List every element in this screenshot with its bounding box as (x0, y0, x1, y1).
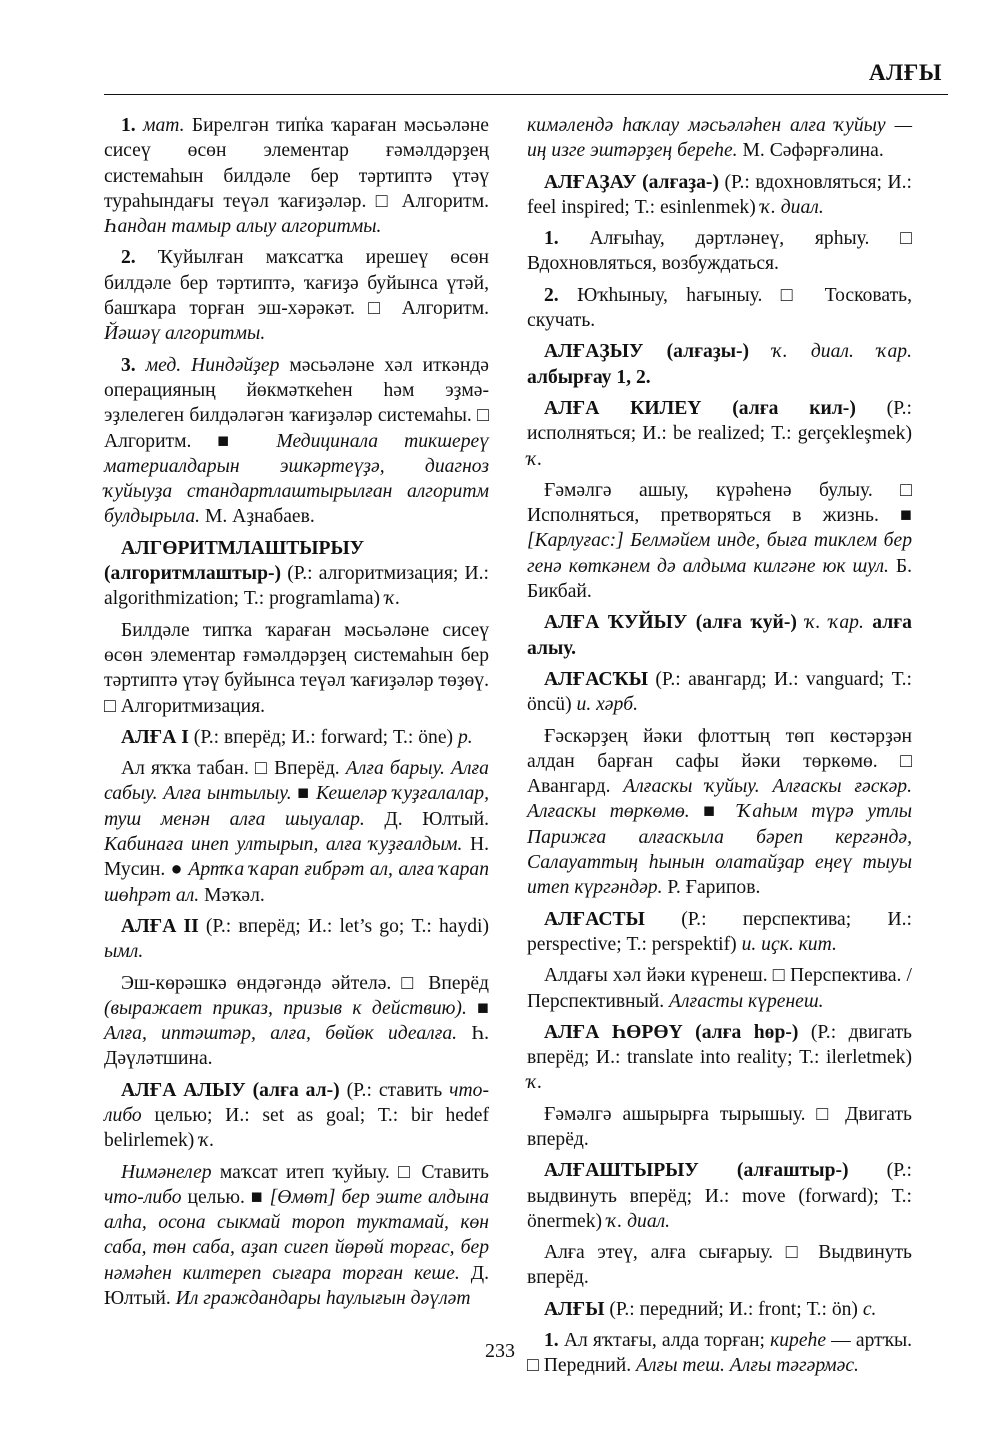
entry-paragraph: Алға этеү, алға сығарыу. □ Выдвинуть вперёд. (527, 1242, 912, 1289)
entry-headword: АЛҒА АЛЫУ (алға ал-) (Р.: ставить что-либо целью; И.: set as goal; Т.: bir hedef belirlemek) ҡ. (104, 1079, 489, 1152)
entry-continuation: кимәлендә һаҡлау мәсьәләһен алға ҡуйыу — иң изге эштәрҙең береһе. М. Сәфәрғәлина. (527, 115, 912, 162)
entry-headword: АЛГӨРИТМЛАШТЫРЫУ (алгоритмлаштыр-) (Р.: алгоритмизация; И.: algorithmization; Т.: programlama) ҡ. (104, 537, 489, 610)
entry-headword: АЛҒАҘЫУ (алғаҙы-) ҡ. диал. ҡар. албырғау 1, 2. (527, 341, 912, 388)
running-head: АЛҒЫ (869, 60, 942, 85)
entry-paragraph: 1. мат. Бирелгән тип̒ка ҡараған мәсьәләне сисеү өсөн элементар ғәмәлдәрҙең системаһын билдәле бер тәртиптә үтәү тураһындағы теүәл ҡағиҙәләр. □ Алгоритм. Һандан тамыр алыу алгоритмы. (104, 115, 489, 238)
entry-headword: АЛҒАШТЫРЫУ (алғаштыр-) (Р.: выдвинуть вперёд; И.: move (forward); Т.: önermek) ҡ. диал. (527, 1160, 912, 1232)
entry-headword: АЛҒА II (Р.: вперёд; И.: let’s go; Т.: haydi) ымл. (104, 915, 490, 963)
left-column (104, 113, 489, 1317)
header-rule (104, 94, 948, 95)
entry-paragraph: Ғәмәлгә ашырырға тырышыу. □ Двигать вперёд. (527, 1103, 912, 1150)
entry-headword: АЛҒАСҠЫ (Р.: авангард; И.: vanguard; Т.: öncü) и. хәрб. (527, 668, 912, 716)
entry-paragraph: 3. мед. Ниндәйҙер мәсьәләне хәл иткәндә операцияның йөкмәткеһен һәм эҙмә-эҙлелеген билдәләгән ҡағиҙәләр системаһы. □ Алгоритм. ■ Медицинала тикшереү материалдарын эшкәртеүҙә, диагноз ҡуйыуҙа стандартлаштырылған алгоритм булдырыла. М. Аҙнабаев. (104, 354, 490, 528)
entry-headword: АЛҒА I (Р.: вперёд; И.: forward; Т.: öne) р. (121, 726, 473, 748)
entry-headword: АЛҒА КИЛЕҮ (алға кил-) (Р.: исполняться; И.: be realized; Т.: gerçekleşmek) ҡ. (527, 397, 912, 470)
entry-paragraph: 1. Ал яҡтағы, алда торған; киреһе — артҡы. □ Передний. Алғы теш. Алғы тәгәрмәс. (527, 1330, 913, 1377)
entry-paragraph: Ғәмәлгә ашыу, күрәһенә булыу. □ Исполняться, претворяться в жизнь. ■ [Карлуғас:] Белмәйем инде, быға тиклем бер генә көткәнем дә алдыма килгәне юк шул. Б. Бикбай. (527, 479, 912, 603)
entry-paragraph: Эш-көрәшкә өндәгәндә әйтелә. □ Вперёд (выражает приказ, призыв к действию). ■ Алға, иптәштәр, алға, бөйөк идеалға. Һ. Дәүләтшина. (104, 972, 489, 1070)
entry-paragraph: 2. Юҡһыныу, һағыныу. □ Тосковать, скучать. (527, 284, 912, 332)
page-number: 233 (485, 1340, 515, 1362)
entry-paragraph: Ал яҡҡа табан. □ Вперёд. Алға барыу. Алға сабыу. Алға ынтылыу. ■ Кешеләр ҡуҙғалалар, туш менән алға шыуалар. Д. Юлтый. Кабинаға инеп ултырып, алға ҡуҙғалдым. Н. Мусин. ● Артҡа ҡарап ғибрәт ал, алға ҡарап шөһрәт ал. Мәҡәл. (104, 758, 490, 906)
entry-headword: АЛҒАҘАУ (алғаҙа-) (Р.: вдохновляться; И.: feel inspired; Т.: esinlenmek) ҡ. диал. (527, 171, 912, 218)
entry-paragraph: Билдәле типҡа ҡараған мәсьәләне сисеү өсөн элементар ғәмәлдәрҙең системаһын бер тәртиптә үтәү буйынса теүәл ҡағиҙәләр төҙөү. □ Алгоритмизация. (104, 619, 490, 717)
entry-paragraph: Алдағы хәл йәки күренеш. □ Перспектива. / Перспективный. Алғасты күренеш. (527, 965, 912, 1012)
entry-paragraph: Нимәнелер маҡсат итеп ҡуйыу. □ Ставить что-либо целью. ■ [Өмөт] бер эште алдына алһа, осона сыкмай тороп туктамай, көн саба, төн саба, аҙап сигеп йөрөй торғас, бер нәмәһен килтереп сығара торған кеше. Д. Юлтый. Ил граждандары һаулығын дәүләт (104, 1161, 489, 1310)
entry-headword: АЛҒЫ (Р.: передний; И.: front; Т.: ön) с. (544, 1298, 877, 1320)
entry-headword: АЛҒАСТЫ (Р.: перспектива; И.: perspective; Т.: perspektif) и. иҫк. кит. (527, 908, 912, 955)
entry-paragraph: 1. Алғыһау, дәртләнеү, ярһыу. □ Вдохновляться, возбуждаться. (527, 228, 912, 275)
entry-paragraph: Ғәскәрҙең йәки флоттың төп көстәрҙән алдан барған сафы йәки төркөмө. □ Авангард. Алғаскы ҡуйыу. Алғаскы ғәскәр. Алғаскы төркөмө. ■ Ҡаһым түрә утлы Парижға алғаскыла бәреп кергәндә, Салауаттың һынын олатайҙар еңеү тыуы итеп күргәндәр. Р. Ғарипов. (527, 725, 913, 899)
right-column (527, 113, 912, 1385)
entry-paragraph: 2. Ҡуйылған маҡсатҡа ирешеү өсөн билдәле бер тәртиптә, ҡағиҙә буйынса үтәй, башҡара торған эш-хәрәкәт. □ Алгоритм. Йәшәү алгоритмы. (104, 247, 489, 345)
entry-headword: АЛҒА ҠУЙЫУ (алға ҡуй-) ҡ. ҡар. алға алыу. (527, 612, 912, 659)
entry-headword: АЛҒА ҺӨРӨҮ (алға һөр-) (Р.: двигать вперёд; И.: translate into reality; Т.: ilerletmek) ҡ. (527, 1021, 912, 1094)
